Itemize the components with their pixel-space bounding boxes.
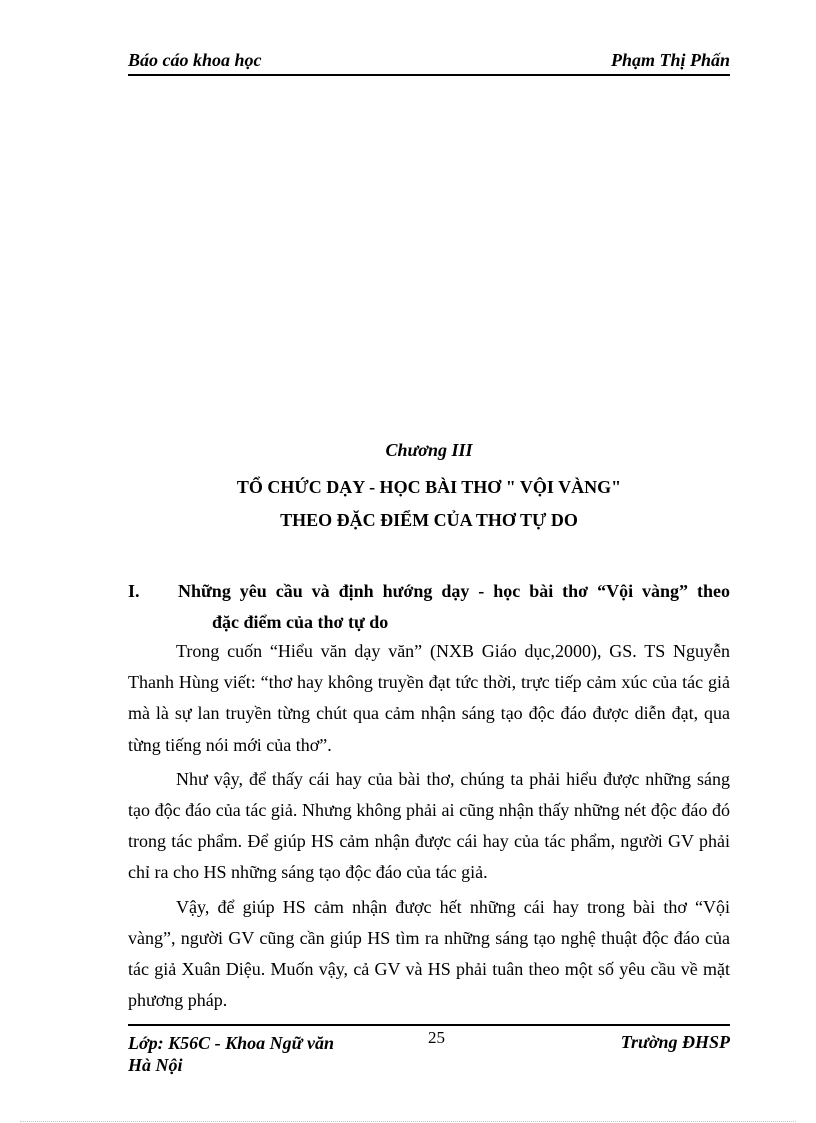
page-edge-divider (20, 1121, 796, 1122)
footer-class-info (128, 1032, 334, 1076)
section-title-line2: đặc điểm của thơ tự do (212, 612, 389, 632)
chapter-label: Chương III (385, 440, 473, 460)
section-heading (128, 576, 730, 638)
footer-class-line1: Lớp: K56C - Khoa Ngữ văn (128, 1033, 334, 1053)
section-title-line1: Những yêu cầu và định hướng dạy - học bài thơ “Vội vàng” theo (178, 581, 730, 601)
page-footer (128, 1024, 730, 1086)
chapter-title-line2: THEO ĐẶC ĐIỂM CỦA THƠ TỰ DO (280, 510, 578, 530)
paragraph: Trong cuốn “Hiểu văn dạy văn” (NXB Giáo dục,2000), GS. TS Nguyễn Thanh Hùng viết: “thơ hay không truyền đạt tức thời, trực tiếp cảm xúc của tác giả mà là sự lan truyền từng chút qua cảm nhận sáng tạo độc đáo được diễn đạt, qua từng tiếng nói mới của thơ”. (128, 641, 730, 755)
chapter-title-line1: TỔ CHỨC DẠY - HỌC BÀI THƠ " VỘI VÀNG" (236, 477, 622, 497)
page-header (128, 48, 730, 76)
paragraph: Vậy, để giúp HS cảm nhận được hết những cái hay trong bài thơ “Vội vàng”, người GV cũng cần giúp HS tìm ra những sáng tạo nghệ thuật độc đáo của tác giả Xuân Diệu. Muốn vậy, cả GV và HS phải tuân theo một số yêu cầu về mặt phương pháp. (128, 896, 730, 1011)
footer-university: Trường ĐHSP (620, 1032, 730, 1052)
footer-class-line2: Hà Nội (128, 1055, 183, 1075)
header-author: Phạm Thị Phấn (610, 50, 730, 70)
page-number: 25 (428, 1028, 445, 1047)
paragraph: Như vậy, để thấy cái hay của bài thơ, chúng ta phải hiểu được những sáng tạo độc đáo của tác giả. Nhưng không phải ai cũng nhận thấy những nét độc đáo đó trong tác phẩm. Để giúp HS cảm nhận được cái hay của tác phẩm, người GV phải chỉ ra cho HS những sáng tạo độc đáo của tác giả. (128, 768, 730, 883)
body-text (128, 636, 730, 1019)
section-number: I. (128, 581, 140, 601)
header-report-type: Báo cáo khoa học (128, 50, 262, 70)
